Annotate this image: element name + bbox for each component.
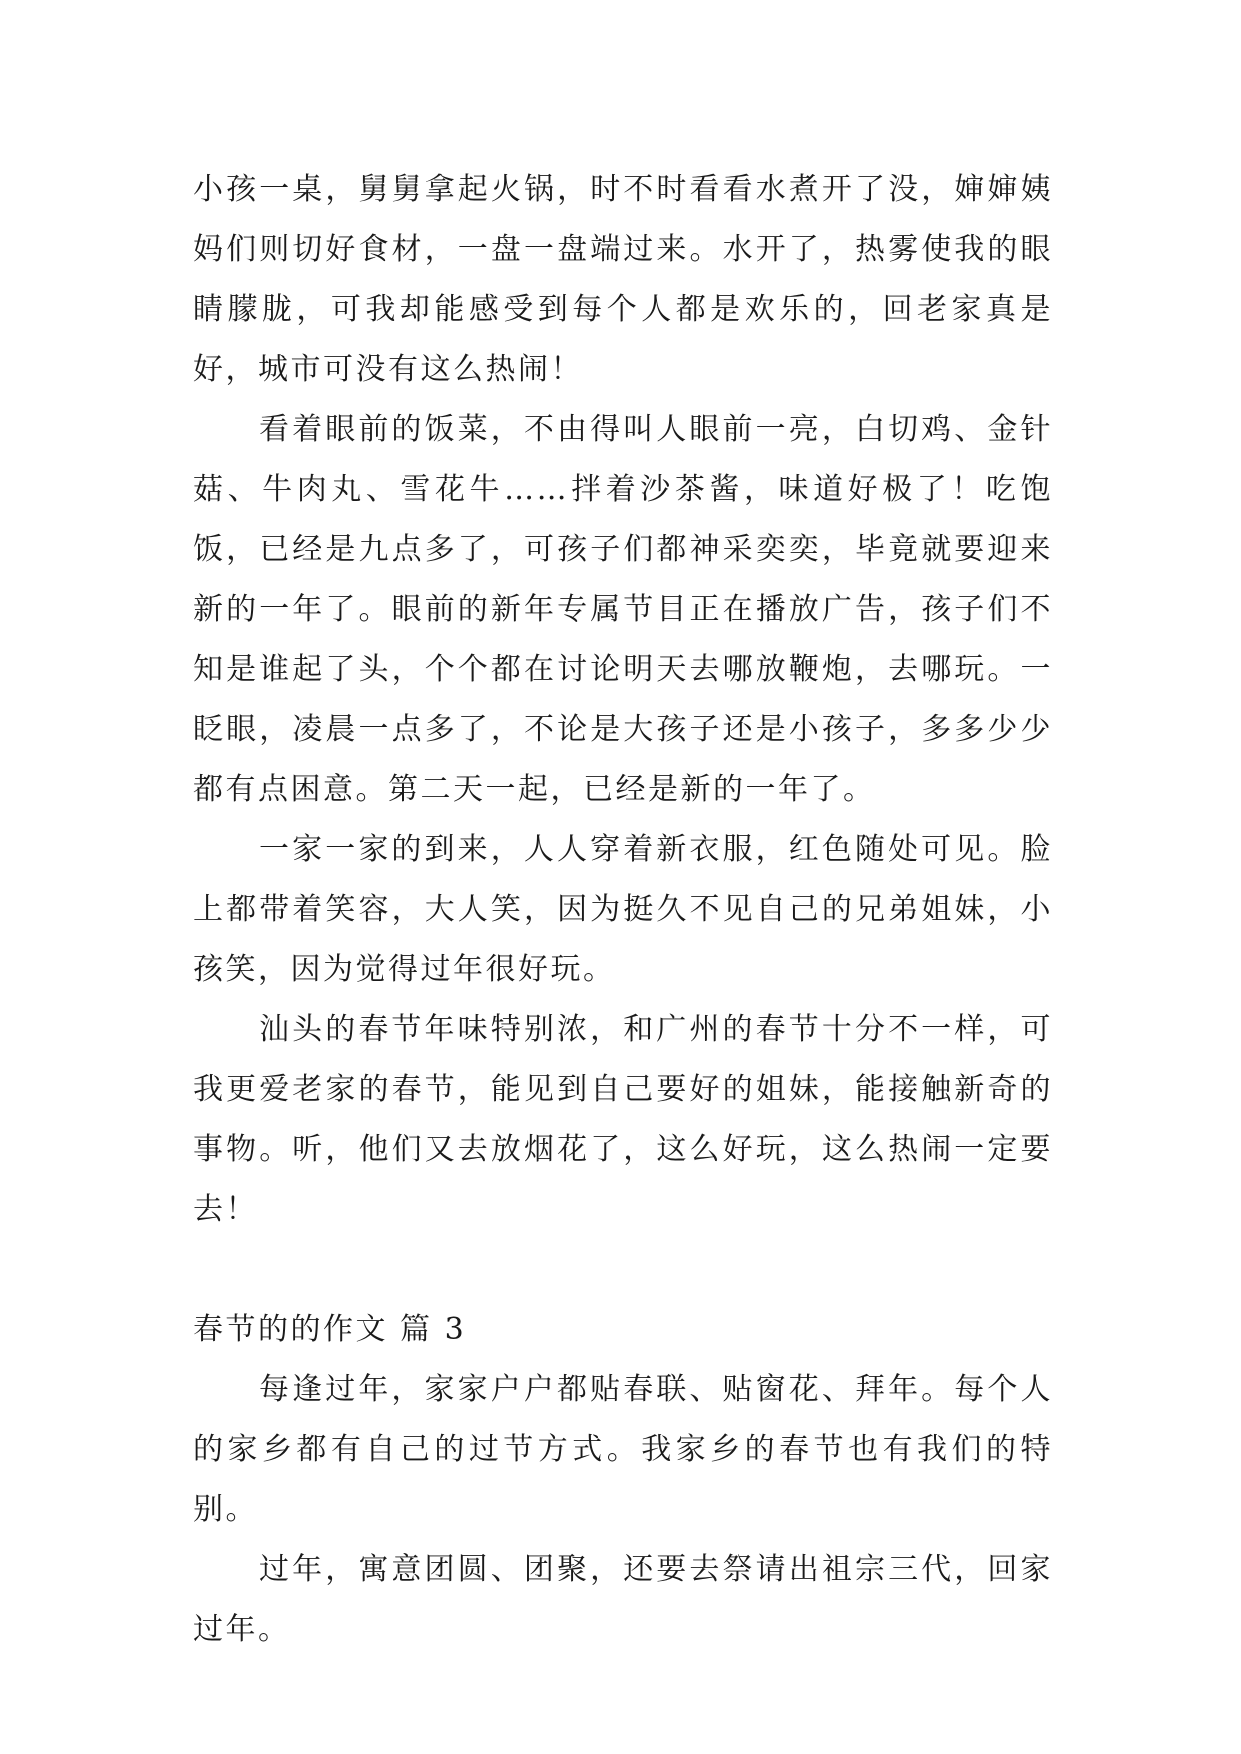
document-body	[193, 160, 1053, 1660]
section-title: 春节的的作文 篇 3	[193, 1312, 467, 1347]
section-spacer	[193, 1240, 1053, 1300]
paragraph: 一家一家的到来，人人穿着新衣服，红色随处可见。脸上都带着笑容，大人笑，因为挺久不见自己的兄弟姐妹，小孩笑，因为觉得过年很好玩。	[193, 832, 1053, 987]
paragraph-continued: 小孩一桌，舅舅拿起火锅，时不时看看水煮开了没，婶婶姨妈们则切好食材，一盘一盘端过来。水开了，热雾使我的眼睛朦胧，可我却能感受到每个人都是欢乐的，回老家真是好，城市可没有这么热闹！	[193, 172, 1053, 387]
paragraph: 汕头的春节年味特别浓，和广州的春节十分不一样，可我更爱老家的春节，能见到自己要好的姐妹，能接触新奇的事物。听，他们又去放烟花了，这么好玩，这么热闹一定要去！	[193, 1012, 1053, 1227]
paragraph: 每逢过年，家家户户都贴春联、贴窗花、拜年。每个人的家乡都有自己的过节方式。我家乡的春节也有我们的特别。	[193, 1372, 1053, 1527]
paragraph: 看着眼前的饭菜，不由得叫人眼前一亮，白切鸡、金针菇、牛肉丸、雪花牛……拌着沙茶酱，味道好极了！吃饱饭，已经是九点多了，可孩子们都神采奕奕，毕竟就要迎来新的一年了。眼前的新年专属节目正在播放广告，孩子们不知是谁起了头，个个都在讨论明天去哪放鞭炮，去哪玩。一眨眼，凌晨一点多了，不论是大孩子还是小孩子，多多少少都有点困意。第二天一起，已经是新的一年了。	[193, 412, 1053, 807]
paragraph: 过年，寓意团圆、团聚，还要去祭请出祖宗三代，回家过年。	[193, 1552, 1053, 1647]
